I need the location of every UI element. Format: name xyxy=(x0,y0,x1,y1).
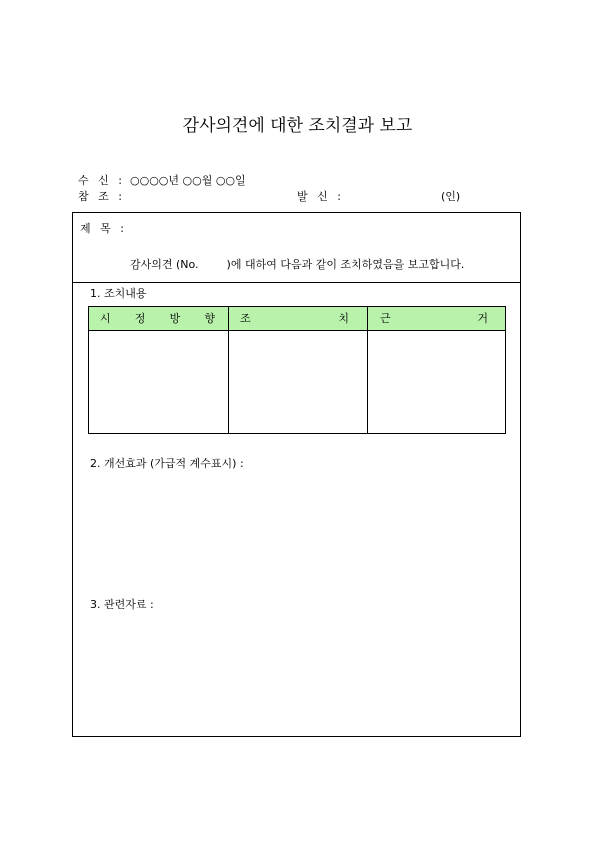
section-related-materials-heading: 3. 관련자료 : xyxy=(90,598,154,611)
column-header-basis xyxy=(367,307,505,331)
table-cell-correction-direction xyxy=(89,331,228,433)
column-header-correction-direction xyxy=(89,307,228,331)
seal-mark: (인) xyxy=(441,190,461,203)
table-cell-basis xyxy=(367,331,505,433)
header-char: 시 xyxy=(100,312,111,325)
sender-label: 발 신 : xyxy=(297,190,341,203)
section-improvement-heading: 2. 개선효과 (가급적 계수표시) : xyxy=(90,457,244,470)
action-table xyxy=(88,306,506,434)
subject-label: 제 목 : xyxy=(80,222,124,235)
header-char: 거 xyxy=(477,312,488,325)
header-char: 정 xyxy=(134,312,146,325)
document-title: 감사의견에 대한 조치결과 보고 xyxy=(182,116,413,136)
reference-label: 참 조 : xyxy=(78,190,122,203)
subject-divider xyxy=(72,282,521,283)
subject-statement: 감사의견 (No. )에 대하여 다음과 같이 조치하였음을 보고합니다. xyxy=(130,258,465,271)
section-actions-heading: 1. 조치내용 xyxy=(90,287,147,300)
recipient-date: ○○○○년 ○○월 ○○일 xyxy=(130,174,246,187)
header-char: 근 xyxy=(380,312,391,325)
table-cell-action xyxy=(228,331,367,433)
header-char: 향 xyxy=(204,312,215,325)
header-char: 조 xyxy=(240,312,251,325)
header-char: 방 xyxy=(169,312,181,325)
recipient-label: 수 신 : xyxy=(78,174,122,187)
header-char: 치 xyxy=(338,312,349,325)
column-header-action xyxy=(228,307,367,331)
